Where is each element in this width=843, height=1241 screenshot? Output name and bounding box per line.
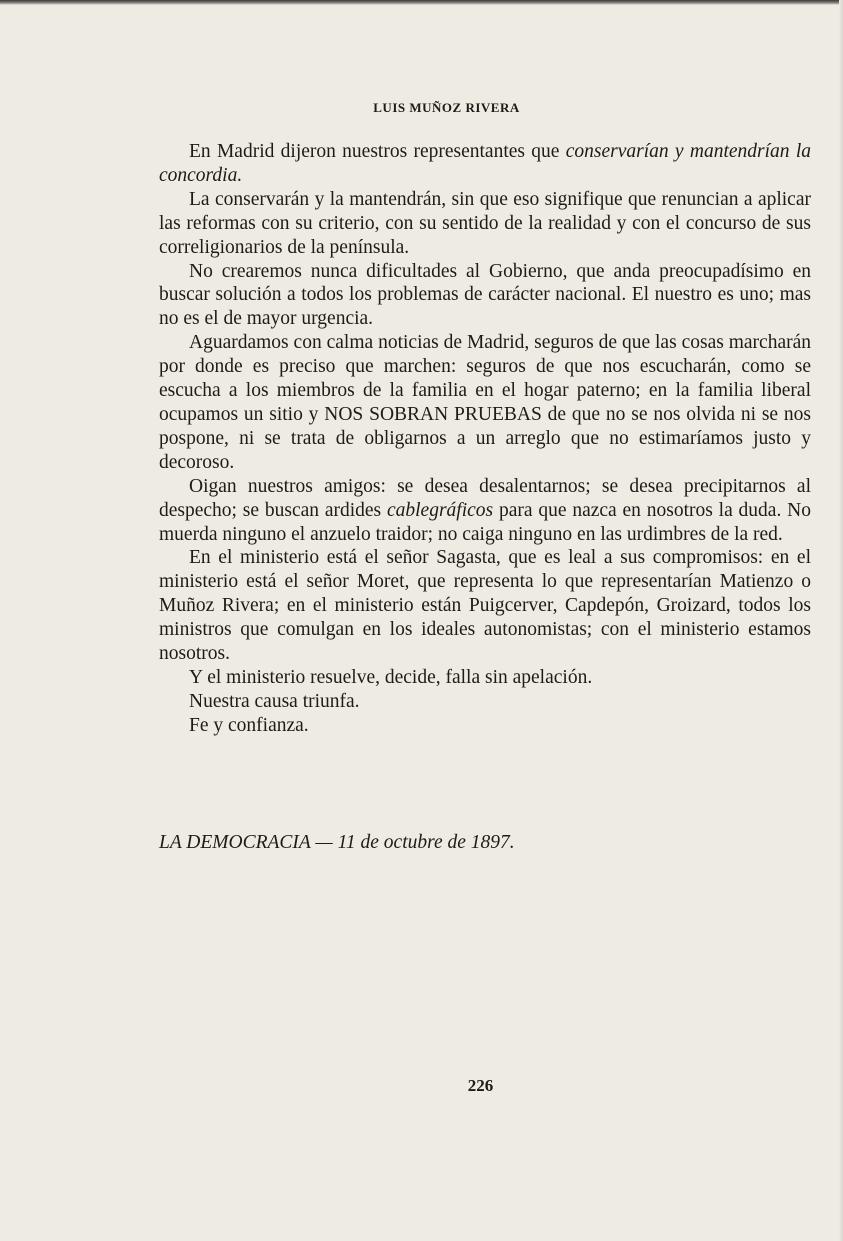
paragraph-1-text: En Madrid dijeron nuestros representantes que bbox=[189, 141, 566, 162]
paragraph-7: Y el ministerio resuelve, decide, falla sin apelación. bbox=[189, 666, 593, 688]
page-top-edge bbox=[0, 0, 843, 5]
running-head: LUIS MUÑOZ RIVERA bbox=[373, 100, 520, 115]
paragraph-3: No crearemos nunca dificultades al Gobierno, que anda preocupadísimo en buscar solución a todos los problemas de carácter nacional. El nuestro es uno; mas no es el de mayor urgencia. bbox=[159, 260, 811, 330]
dateline: LA DEMOCRACIA — 11 de octubre de 1897. bbox=[159, 832, 515, 853]
paragraph-5-text-after: para que nazca en nosotros la duda. No muerda ninguno el anzuelo traidor; no caiga ninguno en las urdimbres de la red. bbox=[159, 499, 811, 545]
page-right-edge bbox=[839, 0, 843, 1241]
paragraph-2: La conservarán y la mantendrán, sin que eso signifique que renuncian a aplicar las reformas con su criterio, con su sentido de la realidad y con el concurso de sus correligionarios de la península. bbox=[159, 188, 811, 258]
paragraph-5-italic: cablegráficos bbox=[386, 499, 494, 521]
paragraph-1-italic: conservarían y mantendrían la concordia. bbox=[159, 141, 811, 186]
paragraph-5-text: Oigan nuestros amigos: se desea desalentarnos; se desea precipitarnos al despecho; se buscan ardides bbox=[159, 475, 811, 521]
paragraph-8: Nuestra causa triunfa. bbox=[189, 690, 360, 712]
paragraph-9: Fe y confianza. bbox=[189, 714, 309, 736]
paragraph-4: Aguardamos con calma noticias de Madrid, seguros de que las cosas marcharán por donde es preciso que marchen: seguros de que nos escucharán, como se escucha a los miembros de la familia en el hogar paterno; en la familia liberal ocupamos un sitio y NOS SOBRAN PRUEBAS de que no se nos olvida ni se nos pospone, ni se trata de obligarnos a un arreglo que no estimaríamos justo y decoroso. bbox=[159, 332, 811, 473]
paragraph-1 bbox=[159, 140, 811, 188]
article-body bbox=[159, 140, 811, 738]
page-number: 226 bbox=[467, 1076, 494, 1095]
paragraph-5 bbox=[159, 475, 811, 547]
paragraph-6: En el ministerio está el señor Sagasta, que es leal a sus compromisos: en el ministerio está el señor Moret, que representa lo que representarían Matienzo o Muñoz Rivera; en el ministerio están Puigcerver, Capdepón, Groizard, todos los ministros que comulgan en los ideales autonomistas; con el ministerio estamos nosotros. bbox=[159, 547, 811, 665]
